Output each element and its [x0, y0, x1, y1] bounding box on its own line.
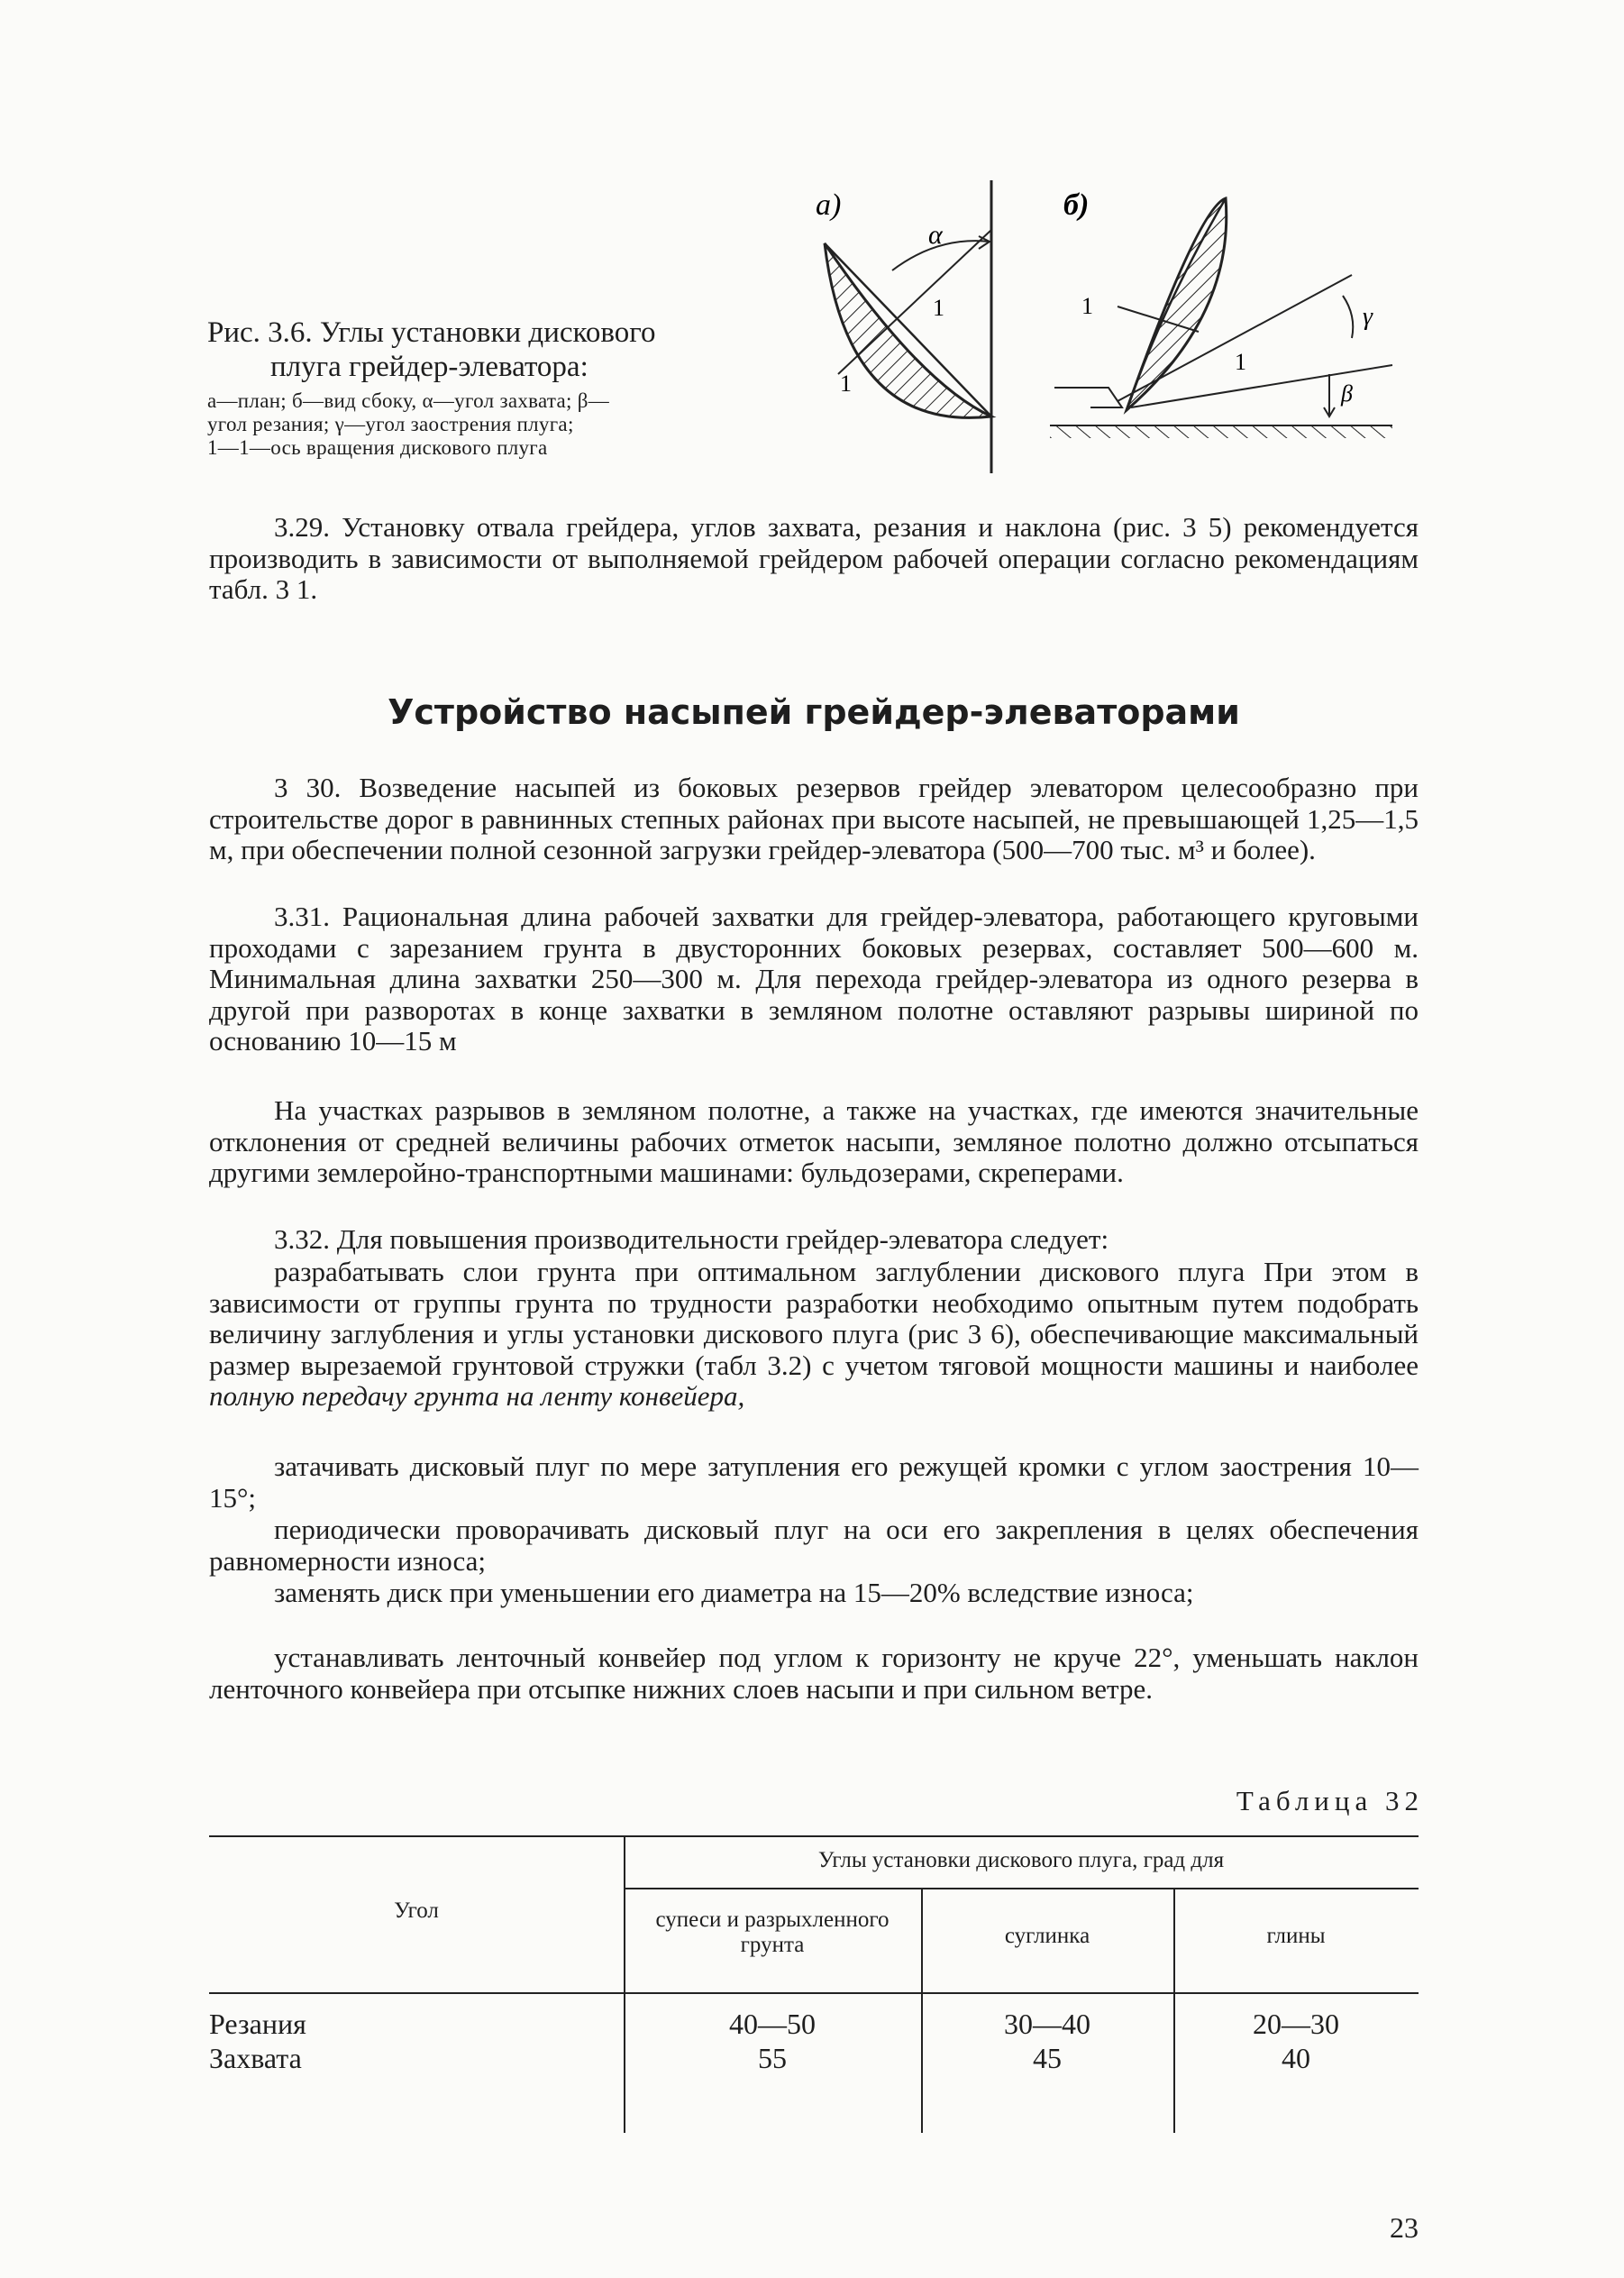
table-header-clay: глины [1266, 1924, 1326, 1948]
table-row-cutting-v1: 40—50 [729, 2008, 816, 2040]
table-row-grip-v3: 40 [1282, 2042, 1310, 2074]
table-row-cutting-v2: 30—40 [1004, 2008, 1090, 2040]
section-heading: Устройство насыпей грейдер-элеваторами [388, 692, 1240, 732]
beta-label: β [1341, 380, 1353, 407]
table-row-grip-v2: 45 [1033, 2042, 1062, 2074]
legend-line-2: угол резания; γ—угол заострения плуга; [207, 413, 574, 435]
figure-label-b: б) [1063, 188, 1090, 222]
legend-line-3: 1—1—ось вращения дискового плуга [207, 436, 548, 459]
legend-line-1: а—план; б—вид сбоку, α—угол захвата; β— [207, 389, 610, 412]
table-top-rule [209, 1835, 1419, 1837]
gamma-label: γ [1363, 303, 1373, 331]
table-row-cutting-name: Резания [209, 2008, 306, 2040]
figure-3-6 [811, 171, 1424, 487]
caption-line-2: плуга грейдер-элеватора: [270, 351, 588, 383]
table-header-group: Углы установки дискового плуга, град для [817, 1848, 1225, 1872]
paragraph-3-31: 3.31. Рациональная длина рабочей захватки для грейдер-элеватора, работающего круговыми проходами с зарезанием грунта в двусторонних боковых резервах, составляет 500—600 м. Минимальная длина захватки 250—300 м. Для перехода грейдер-элеватора из одного резерва в другой при разворотах в конце захватки в земляном полотне оставляют разрывы шириной по основанию 10—15 м [209, 901, 1419, 1057]
list-item-1 [209, 1257, 1419, 1413]
alpha-label: α [928, 220, 943, 250]
axis-label-1-lower: 1 [1235, 349, 1246, 375]
list-item-1-text: разрабатывать слои грунта при оптимальном заглублении дискового плуга При этом в зависимости от группы грунта по трудности разработки необходимо опытным путем подобрать величину заглубления и углы установки дискового плуга (рис 3 6), обеспечивающие максимальный размер вырезаемой грунтовой стружки (табл 3.2) с учетом тяговой мощности машины и наиболее [209, 1256, 1419, 1381]
table-label: Таблица 32 [1236, 1785, 1424, 1816]
paragraph-3-31-continued: На участках разрывов в земляном полотне, а также на участках, где имеются значительные отклонения от средней величины рабочих отметок насыпи, земляное полотно должно отсыпаться другими землеройно-транспортными машинами: бульдозерами, скреперами. [209, 1094, 1419, 1188]
figure-plan-view [816, 180, 991, 473]
list-item-4: заменять диск при уменьшении его диаметра на 15—20% вследствие износа; [274, 1577, 1194, 1608]
figure-side-view [1050, 188, 1392, 438]
list-item-5: устанавливать ленточный конвейер под углом к горизонту не круче 22°, уменьшать наклон ленточного конвейера при отсыпке нижних слоев насыпи и при сильном ветре. [209, 1642, 1419, 1705]
figure-legend [207, 389, 820, 460]
table-row-cutting-v3: 20—30 [1253, 2008, 1339, 2040]
table-vline-1 [624, 1835, 625, 2133]
paragraph-3-30: 3 30. Возведение насыпей из боковых резервов грейдер элеватором целесообразно при строительстве дорог в равнинных степных районах при высоте насыпей, не превышающей 1,25—1,5 м, при обеспечении полной сезонной загрузки грейдер-элеватора (500—700 тыс. м³ и более). [209, 772, 1419, 865]
table-header-angle: Угол [394, 1898, 439, 1923]
caption-line-1: Рис. 3.6. Углы установки дискового [207, 316, 656, 349]
list-item-3: периодически проворачивать дисковый плуг на оси его закрепления в целях обеспечения равномерности износа; [209, 1514, 1419, 1577]
figure-label-a: а) [816, 188, 842, 222]
paragraph-3-32: 3.32. Для повышения производительности грейдер-элеватора следует: [274, 1223, 1109, 1255]
table-3-2 [209, 1835, 1419, 2133]
table-group-rule [624, 1888, 1419, 1889]
table-row-grip-v1: 55 [758, 2042, 787, 2074]
table-header-loam: суглинка [1004, 1924, 1090, 1948]
axis-label-1-upper: 1 [1081, 293, 1093, 319]
list-item-1-italic: полную передачу грунта на ленту конвейера, [209, 1380, 745, 1412]
table-row-grip-name: Захвата [209, 2042, 302, 2074]
page-number: 23 [1390, 2211, 1419, 2244]
axis-label-1-top: 1 [933, 295, 944, 321]
figure-caption-title [207, 316, 802, 384]
table-header-sandy: супеси и разрыхленного грунта [655, 1907, 890, 1957]
list-item-2: затачивать дисковый плуг по мере затупления его режущей кромки с углом заострения 10—15°; [209, 1450, 1419, 1514]
table-header-rule [209, 1992, 1419, 1994]
paragraph-3-29: 3.29. Установку отвала грейдера, углов захвата, резания и наклона (рис. 3 5) рекомендуется производить в зависимости от выполняемой грейдером рабочей операции согласно рекомендациям табл. 3 1. [209, 511, 1419, 605]
axis-label-1-bottom: 1 [840, 371, 852, 397]
